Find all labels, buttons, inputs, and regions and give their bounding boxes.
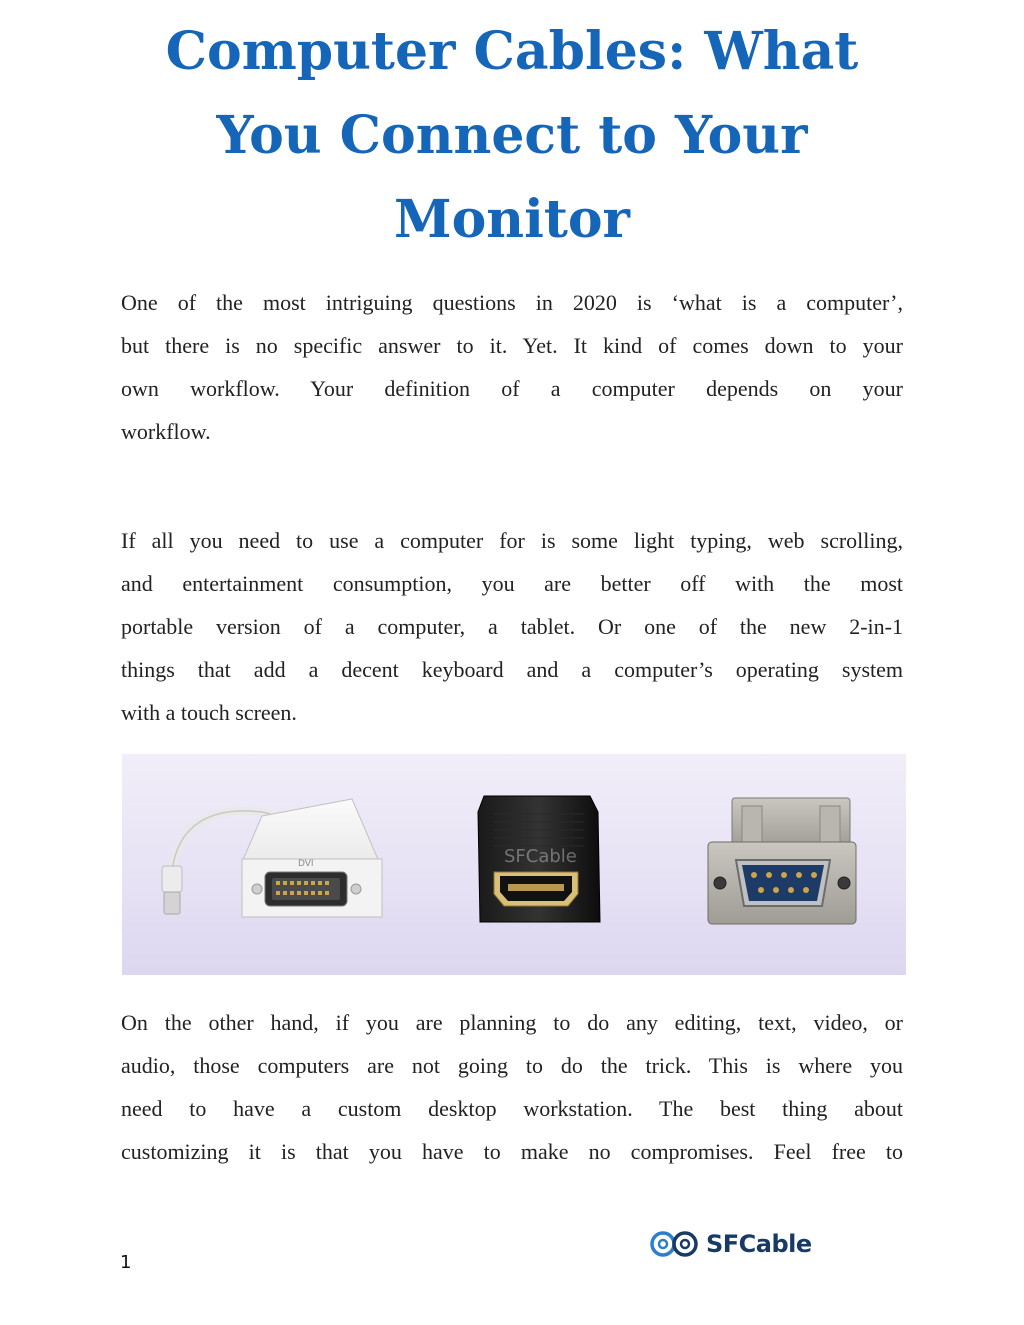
title-line-3: Monitor (394, 189, 630, 250)
dvi-label: DVI (298, 859, 314, 869)
hdmi-coupler-image (478, 796, 600, 922)
cable-adapters-photo (122, 754, 906, 975)
paragraph-line: On the other hand, if you are planning to do any editing, text, video, or (121, 1010, 903, 1035)
page-number: 1 (120, 1252, 132, 1273)
logo-wordmark: SFCable (706, 1230, 812, 1258)
title-line-1: Computer Cables: What (165, 21, 859, 82)
paragraph-line: workflow. (121, 419, 211, 444)
tablet-paragraph (121, 519, 903, 734)
paragraph-line: If all you need to use a computer for is some light typing, web scrolling, (121, 528, 903, 553)
paragraph-line: things that add a decent keyboard and a computer’s operating system (121, 657, 903, 682)
dvi-adapter-image (162, 799, 382, 917)
paragraph-line: with a touch screen. (121, 700, 297, 725)
workstation-paragraph (121, 1001, 903, 1173)
paragraph-line: own workflow. Your definition of a computer depends on your (121, 376, 903, 401)
title-line-2: You Connect to Your (216, 105, 808, 166)
paragraph-line: and entertainment consumption, you are better off with the most (121, 571, 903, 596)
infinity-link-icon (648, 1229, 700, 1259)
paragraph-line: but there is no specific answer to it. Yet. It kind of comes down to your (121, 333, 903, 358)
paragraph-line: audio, those computers are not going to do the trick. This is where you (121, 1053, 903, 1078)
sfcable-logo (648, 1222, 818, 1266)
paragraph-line: need to have a custom desktop workstation. The best thing about (121, 1096, 903, 1121)
photo-watermark: SFCable (504, 846, 577, 867)
page-title (0, 10, 1024, 262)
paragraph-line: customizing it is that you have to make no compromises. Feel free to (121, 1139, 903, 1164)
db9-adapter-image (708, 798, 856, 924)
intro-paragraph (121, 281, 903, 453)
paragraph-line: portable version of a computer, a tablet. Or one of the new 2-in-1 (121, 614, 903, 639)
paragraph-line: One of the most intriguing questions in 2020 is ‘what is a computer’, (121, 290, 903, 315)
